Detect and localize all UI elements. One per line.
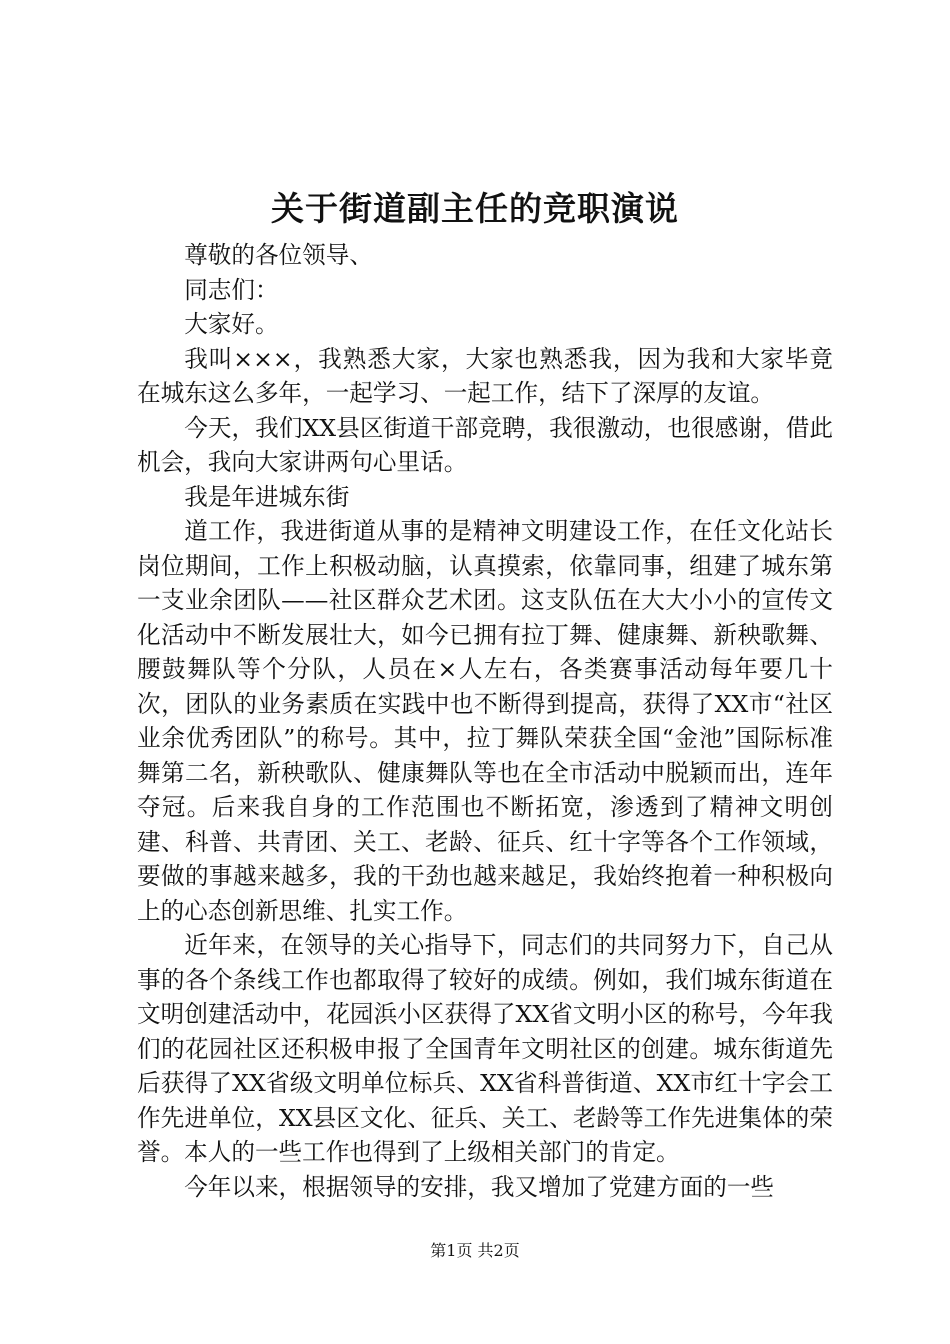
paragraph: 我叫×××，我熟悉大家，大家也熟悉我，因为我和大家毕竟在城东这么多年，一起学习、一起工作，结下了深厚的友谊。 — [137, 344, 833, 407]
paragraph: 尊敬的各位领导、 — [184, 241, 373, 269]
paragraph: 道工作，我进街道从事的是精神文明建设工作，在任文化站长岗位期间，工作上积极动脑，认真摸索，依靠同事，组建了城东第一支业余团队——社区群众艺术团。这支队伍在大大小小的宣传文化活动中不断发展壮大，如今已拥有拉丁舞、健康舞、新秧歌舞、腰鼓舞队等个分队，人员在×人左右，各类赛事活动每年要几十次，团队的业务素质在实践中也不断得到提高，获得了XX市“社区业余优秀团队”的称号。其中，拉丁舞队荣获全国“金池”国际标准舞第二名，新秧歌队、健康舞队等也在全市活动中脱颖而出，连年夺冠。后来我自身的工作范围也不断拓宽，渗透到了精神文明创建、科普、共青团、关工、老龄、征兵、红十字等各个工作领域，要做的事越来越多，我的干劲也越来越足，我始终抱着一种积极向上的心态创新思维、扎实工作。 — [137, 517, 833, 925]
document-body — [137, 238, 833, 1204]
paragraph: 今天，我们XX县区街道干部竞聘，我很激动，也很感谢，借此机会，我向大家讲两句心里话。 — [137, 413, 833, 476]
paragraph: 我是年进城东街 — [184, 482, 350, 511]
paragraph: 今年以来，根据领导的安排，我又增加了党建方面的一些 — [184, 1172, 775, 1201]
paragraph: 大家好。 — [184, 310, 279, 338]
paragraph: 近年来，在领导的关心指导下，同志们的共同努力下，自己从事的各个条线工作也都取得了较好的成绩。例如，我们城东街道在文明创建活动中，花园浜小区获得了XX省文明小区的称号，今年我们的花园社区还积极申报了全国青年文明社区的创建。城东街道先后获得了XX省级文明单位标兵、XX省科普街道、XX市红十字会工作先进单位，XX县区文化、征兵、关工、老龄等工作先进集体的荣誉。本人的一些工作也得到了上级相关部门的肯定。 — [137, 931, 833, 1166]
paragraph: 同志们： — [184, 275, 279, 304]
document-title: 关于街道副主任的竞职演说 — [271, 189, 679, 228]
page-number-footer: 第1页 共2页 — [430, 1241, 520, 1260]
